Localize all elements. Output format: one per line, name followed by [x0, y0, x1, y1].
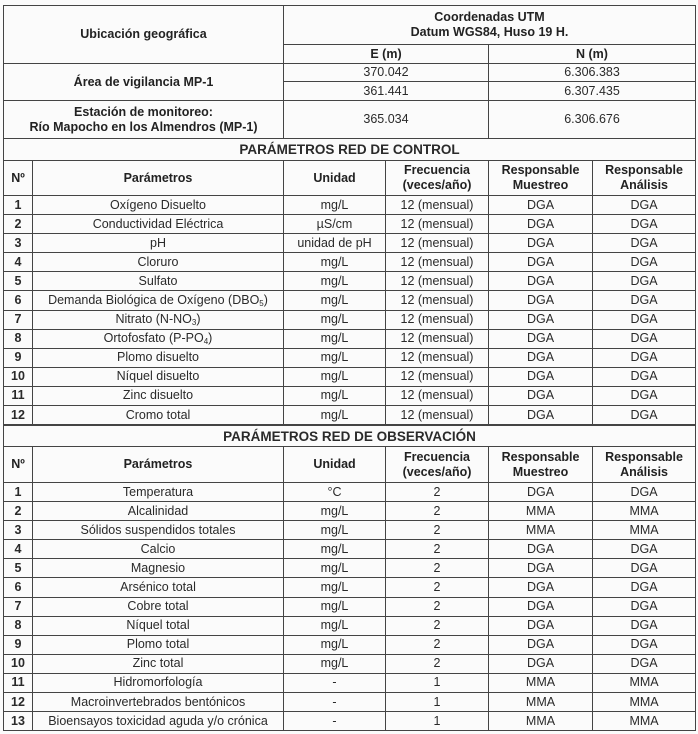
unit: mg/L: [284, 196, 386, 215]
row-number: 9: [4, 348, 33, 367]
row-number: 3: [4, 234, 33, 253]
row-number: 7: [4, 597, 33, 616]
row-number: 5: [4, 272, 33, 291]
parameter-text: Nitrato (N-NO: [115, 312, 192, 327]
analysis-responsible: DGA: [593, 406, 696, 425]
parameter-text-tail: ): [263, 293, 268, 308]
row-number: 9: [4, 635, 33, 654]
parameter-text-tail: ): [208, 331, 213, 346]
row-number: 2: [4, 502, 33, 521]
row-number: 10: [4, 367, 33, 386]
sampling-responsible: DGA: [489, 348, 593, 367]
sampling-responsible: MMA: [489, 521, 593, 540]
sampling-resp-header: [489, 161, 593, 196]
sampling-responsible: DGA: [489, 559, 593, 578]
frequency: 12 (mensual): [386, 310, 489, 329]
frequency: 12 (mensual): [386, 406, 489, 425]
station-label-line1: Estación de monitoreo:: [74, 104, 213, 119]
frequency: 2: [386, 483, 489, 502]
table-row: [4, 291, 696, 310]
unit: mg/L: [284, 386, 386, 405]
sampling-resp-header-line1: Responsable: [501, 449, 580, 464]
parameter-name: Zinc total: [33, 654, 284, 673]
parameter-text-tail: ): [196, 312, 201, 327]
frequency: 2: [386, 559, 489, 578]
table-row: [4, 521, 696, 540]
station-label-line2: Río Mapocho en los Almendros (MP-1): [29, 119, 258, 134]
sampling-responsible: DGA: [489, 234, 593, 253]
frequency: 2: [386, 654, 489, 673]
row-number: 11: [4, 673, 33, 692]
unit: mg/L: [284, 253, 386, 272]
parameter-name: Plomo total: [33, 635, 284, 654]
unit: mg/L: [284, 635, 386, 654]
analysis-responsible: DGA: [593, 196, 696, 215]
observation-section-title: PARÁMETROS RED DE OBSERVACIÓN: [4, 426, 696, 447]
frequency: 2: [386, 635, 489, 654]
row-number: 6: [4, 578, 33, 597]
unit: mg/L: [284, 272, 386, 291]
table-row: [4, 502, 696, 521]
table-row: [4, 578, 696, 597]
location-table: [3, 5, 696, 139]
analysis-responsible: DGA: [593, 367, 696, 386]
unit: mg/L: [284, 367, 386, 386]
row-number: 12: [4, 406, 33, 425]
frequency: 1: [386, 693, 489, 712]
row-number: 1: [4, 196, 33, 215]
parameter-name: Macroinvertebrados bentónicos: [33, 693, 284, 712]
unit: -: [284, 712, 386, 731]
sampling-responsible: DGA: [489, 406, 593, 425]
sampling-resp-header-line1: Responsable: [501, 163, 580, 177]
analysis-resp-header: [593, 447, 696, 483]
parameter-text: Demanda Biológica de Oxígeno (DBO: [48, 293, 260, 308]
parameter-subscript: 5: [259, 299, 264, 309]
control-section-title: PARÁMETROS RED DE CONTROL: [4, 139, 696, 161]
unit-header: Unidad: [284, 161, 386, 196]
unit: mg/L: [284, 348, 386, 367]
num-header: Nº: [4, 447, 33, 483]
analysis-responsible: DGA: [593, 348, 696, 367]
analysis-responsible: DGA: [593, 253, 696, 272]
analysis-responsible: MMA: [593, 712, 696, 731]
unit: mg/L: [284, 406, 386, 425]
analysis-responsible: DGA: [593, 291, 696, 310]
parameter-name: [33, 310, 284, 329]
analysis-responsible: DGA: [593, 234, 696, 253]
analysis-responsible: DGA: [593, 578, 696, 597]
param-header: Parámetros: [33, 161, 284, 196]
unit: °C: [284, 483, 386, 502]
frequency: 2: [386, 597, 489, 616]
analysis-responsible: MMA: [593, 693, 696, 712]
utm-header: [284, 6, 696, 45]
frequency: 2: [386, 578, 489, 597]
location-header: Ubicación geográfica: [4, 6, 284, 64]
e-column-header: E (m): [284, 45, 489, 64]
parameter-name: Zinc disuelto: [33, 386, 284, 405]
analysis-responsible: DGA: [593, 272, 696, 291]
table-row: [4, 559, 696, 578]
analysis-responsible: DGA: [593, 540, 696, 559]
sampling-responsible: DGA: [489, 329, 593, 348]
parameter-name: Cobre total: [33, 597, 284, 616]
parameter-name: Hidromorfología: [33, 673, 284, 692]
freq-header: [386, 447, 489, 483]
analysis-responsible: DGA: [593, 310, 696, 329]
table-row: [4, 712, 696, 731]
sampling-responsible: DGA: [489, 578, 593, 597]
analysis-responsible: DGA: [593, 559, 696, 578]
frequency: 12 (mensual): [386, 215, 489, 234]
sampling-responsible: DGA: [489, 654, 593, 673]
table-row: [4, 196, 696, 215]
table-row: [4, 597, 696, 616]
unit: mg/L: [284, 654, 386, 673]
area-label: Área de vigilancia MP-1: [4, 64, 284, 101]
sampling-responsible: DGA: [489, 196, 593, 215]
area-e-1: 370.042: [284, 64, 489, 82]
station-n: 6.306.676: [489, 101, 696, 139]
analysis-responsible: MMA: [593, 521, 696, 540]
analysis-responsible: DGA: [593, 635, 696, 654]
sampling-responsible: DGA: [489, 310, 593, 329]
unit: mg/L: [284, 616, 386, 635]
observation-network-table: [3, 425, 696, 731]
table-row: [4, 693, 696, 712]
table-row: [4, 616, 696, 635]
unit-header: Unidad: [284, 447, 386, 483]
parameter-name: Níquel disuelto: [33, 367, 284, 386]
table-row: [4, 253, 696, 272]
analysis-responsible: MMA: [593, 673, 696, 692]
row-number: 6: [4, 291, 33, 310]
control-network-table: [3, 138, 696, 425]
frequency: 2: [386, 540, 489, 559]
table-row: [4, 386, 696, 405]
sampling-responsible: DGA: [489, 215, 593, 234]
sampling-responsible: DGA: [489, 367, 593, 386]
sampling-responsible: DGA: [489, 635, 593, 654]
unit: mg/L: [284, 597, 386, 616]
frequency: 12 (mensual): [386, 291, 489, 310]
row-number: 8: [4, 616, 33, 635]
parameter-name: Conductividad Eléctrica: [33, 215, 284, 234]
parameter-name: [33, 329, 284, 348]
parameter-name: Arsénico total: [33, 578, 284, 597]
unit: mg/L: [284, 291, 386, 310]
row-number: 11: [4, 386, 33, 405]
frequency: 12 (mensual): [386, 272, 489, 291]
table-row: [4, 348, 696, 367]
freq-header-line1: Frecuencia: [403, 163, 470, 177]
table-row: [4, 234, 696, 253]
parameter-name: Magnesio: [33, 559, 284, 578]
frequency: 12 (mensual): [386, 348, 489, 367]
sampling-responsible: DGA: [489, 291, 593, 310]
row-number: 5: [4, 559, 33, 578]
frequency: 1: [386, 712, 489, 731]
sampling-responsible: DGA: [489, 616, 593, 635]
parameter-name: pH: [33, 234, 284, 253]
parameter-name: Níquel total: [33, 616, 284, 635]
parameter-name: Alcalinidad: [33, 502, 284, 521]
row-number: 2: [4, 215, 33, 234]
table-row: [4, 215, 696, 234]
parameter-name: Plomo disuelto: [33, 348, 284, 367]
parameter-name: Temperatura: [33, 483, 284, 502]
freq-header: [386, 161, 489, 196]
unit: mg/L: [284, 329, 386, 348]
frequency: 12 (mensual): [386, 329, 489, 348]
table-row: [4, 310, 696, 329]
freq-header-line2: (veces/año): [402, 178, 472, 192]
table-row: [4, 673, 696, 692]
sampling-responsible: DGA: [489, 597, 593, 616]
row-number: 7: [4, 310, 33, 329]
utm-datum: Datum WGS84, Huso 19 H.: [410, 25, 569, 39]
frequency: 2: [386, 521, 489, 540]
freq-header-line1: Frecuencia: [403, 449, 470, 464]
analysis-resp-header-line2: Análisis: [620, 178, 668, 192]
unit: -: [284, 673, 386, 692]
sampling-responsible: DGA: [489, 386, 593, 405]
frequency: 12 (mensual): [386, 386, 489, 405]
freq-header-line2: (veces/año): [402, 464, 472, 479]
table-row: [4, 367, 696, 386]
unit: mg/L: [284, 502, 386, 521]
analysis-responsible: DGA: [593, 386, 696, 405]
parameter-name: Calcio: [33, 540, 284, 559]
sampling-responsible: DGA: [489, 253, 593, 272]
unit: mg/L: [284, 310, 386, 329]
row-number: 10: [4, 654, 33, 673]
parameter-name: Cromo total: [33, 406, 284, 425]
analysis-responsible: DGA: [593, 616, 696, 635]
parameter-name: [33, 291, 284, 310]
table-row: [4, 654, 696, 673]
row-number: 12: [4, 693, 33, 712]
analysis-resp-header-line1: Responsable: [605, 163, 683, 177]
analysis-responsible: DGA: [593, 483, 696, 502]
unit: mg/L: [284, 540, 386, 559]
analysis-responsible: DGA: [593, 329, 696, 348]
station-e: 365.034: [284, 101, 489, 139]
analysis-resp-header: [593, 161, 696, 196]
unit: µS/cm: [284, 215, 386, 234]
sampling-responsible: MMA: [489, 693, 593, 712]
sampling-resp-header-line2: Muestreo: [512, 464, 569, 479]
table-row: [4, 635, 696, 654]
row-number: 4: [4, 540, 33, 559]
parameter-name: Sólidos suspendidos totales: [33, 521, 284, 540]
table-row: [4, 406, 696, 425]
parameter-name: Cloruro: [33, 253, 284, 272]
sampling-responsible: MMA: [489, 502, 593, 521]
table-row: [4, 540, 696, 559]
unit: -: [284, 693, 386, 712]
parameter-name: Bioensayos toxicidad aguda y/o crónica: [33, 712, 284, 731]
row-number: 13: [4, 712, 33, 731]
unit: unidad de pH: [284, 234, 386, 253]
analysis-responsible: DGA: [593, 654, 696, 673]
unit: mg/L: [284, 559, 386, 578]
station-label: [4, 101, 284, 139]
analysis-responsible: MMA: [593, 502, 696, 521]
parameter-text: Ortofosfato (P-PO: [103, 331, 204, 346]
frequency: 2: [386, 616, 489, 635]
area-e-2: 361.441: [284, 82, 489, 101]
unit: mg/L: [284, 521, 386, 540]
frequency: 12 (mensual): [386, 367, 489, 386]
analysis-responsible: DGA: [593, 597, 696, 616]
sampling-responsible: DGA: [489, 540, 593, 559]
row-number: 8: [4, 329, 33, 348]
sampling-responsible: DGA: [489, 483, 593, 502]
sampling-responsible: MMA: [489, 712, 593, 731]
row-number: 1: [4, 483, 33, 502]
analysis-responsible: DGA: [593, 215, 696, 234]
analysis-resp-header-line2: Análisis: [620, 464, 668, 479]
analysis-resp-header-line1: Responsable: [605, 449, 683, 464]
n-column-header: N (m): [489, 45, 696, 64]
num-header: Nº: [4, 161, 33, 196]
area-n-2: 6.307.435: [489, 82, 696, 101]
sampling-resp-header-line2: Muestreo: [512, 178, 569, 192]
frequency: 12 (mensual): [386, 196, 489, 215]
parameter-name: Oxígeno Disuelto: [33, 196, 284, 215]
utm-title: Coordenadas UTM: [434, 10, 545, 24]
unit: mg/L: [284, 578, 386, 597]
table-row: [4, 272, 696, 291]
parameter-name: Sulfato: [33, 272, 284, 291]
table-row: [4, 329, 696, 348]
row-number: 4: [4, 253, 33, 272]
frequency: 2: [386, 502, 489, 521]
param-header: Parámetros: [33, 447, 284, 483]
frequency: 12 (mensual): [386, 234, 489, 253]
frequency: 1: [386, 673, 489, 692]
row-number: 3: [4, 521, 33, 540]
table-row: [4, 483, 696, 502]
parameter-subscript: 4: [203, 337, 209, 347]
sampling-responsible: DGA: [489, 272, 593, 291]
frequency: 12 (mensual): [386, 253, 489, 272]
sampling-responsible: MMA: [489, 673, 593, 692]
sampling-resp-header: [489, 447, 593, 483]
area-n-1: 6.306.383: [489, 64, 696, 82]
parameter-subscript: 3: [191, 318, 197, 328]
